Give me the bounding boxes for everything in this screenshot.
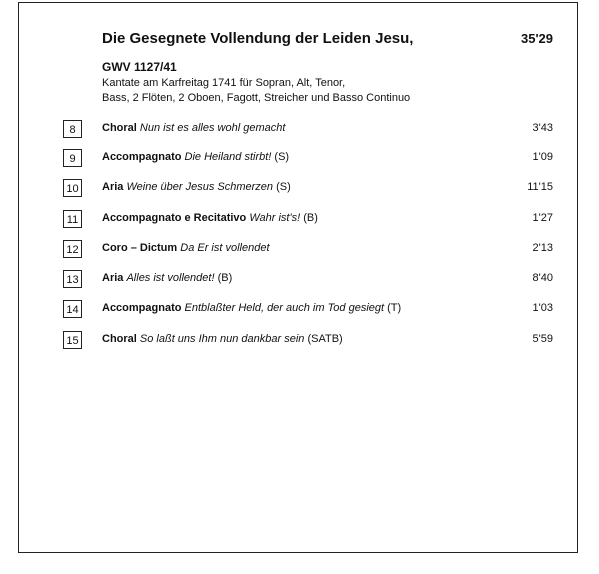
- track-title: Wahr ist's!: [249, 212, 301, 224]
- track-row: [63, 149, 553, 169]
- track-form: Aria: [102, 181, 124, 193]
- track-form: Accompagnato: [102, 151, 182, 163]
- track-text: [102, 212, 318, 224]
- track-title: Weine über Jesus Schmerzen: [126, 181, 274, 193]
- track-duration: 8'40: [532, 272, 553, 284]
- track-text: [102, 122, 285, 134]
- track-form: Coro – Dictum: [102, 242, 178, 254]
- track-duration: 3'43: [532, 122, 553, 134]
- track-text: [102, 181, 291, 193]
- track-duration: 5'59: [532, 333, 553, 345]
- description-line-1: Kantate am Karfreitag 1741 für Sopran, Alt, Tenor,: [102, 77, 346, 89]
- track-row: [63, 179, 553, 199]
- track-form: Accompagnato: [102, 302, 182, 314]
- track-form: Choral: [102, 333, 137, 345]
- track-number: 14: [63, 300, 82, 318]
- track-title: Alles ist vollendet!: [126, 272, 215, 284]
- track-duration: 2'13: [532, 242, 553, 254]
- track-form: Accompagnato e Recitativo: [102, 212, 247, 224]
- track-duration: 11'15: [527, 181, 553, 193]
- track-duration: 1'27: [532, 212, 553, 224]
- track-title: So laßt uns Ihm nun dankbar sein: [139, 333, 305, 345]
- track-number: 13: [63, 270, 82, 288]
- track-text: [102, 242, 270, 254]
- track-form: Aria: [102, 272, 124, 284]
- track-voice: (T): [387, 302, 402, 314]
- track-row: [63, 270, 553, 290]
- track-text: [102, 272, 232, 284]
- track-number: 10: [63, 179, 82, 197]
- track-row: [63, 210, 553, 230]
- track-title: Entblaßter Held, der auch im Tod gesiegt: [184, 302, 385, 314]
- track-voice: (SATB): [307, 333, 343, 345]
- track-voice: (B): [303, 212, 318, 224]
- track-row: [63, 331, 553, 351]
- track-title: Nun ist es alles wohl gemacht: [139, 122, 286, 134]
- work-description: [102, 76, 410, 106]
- work-title: Die Gesegnete Vollendung der Leiden Jesu,: [102, 30, 414, 47]
- track-text: [102, 333, 343, 345]
- catalog-number: GWV 1127/41: [102, 60, 177, 74]
- track-row: [63, 120, 553, 140]
- track-duration: 1'03: [532, 302, 553, 314]
- track-voice: (S): [276, 181, 291, 193]
- track-number: 11: [63, 210, 82, 228]
- track-number: 12: [63, 240, 82, 258]
- track-duration: 1'09: [532, 151, 553, 163]
- track-number: 8: [63, 120, 82, 138]
- track-voice: (B): [217, 272, 233, 284]
- description-line-2: Bass, 2 Flöten, 2 Oboen, Fagott, Streicher und Basso Continuo: [102, 92, 411, 104]
- track-text: [102, 151, 289, 163]
- track-row: [63, 300, 553, 320]
- track-form: Choral: [102, 122, 137, 134]
- track-number: 9: [63, 149, 82, 167]
- track-voice: (S): [274, 151, 290, 163]
- track-title: Die Heiland stirbt!: [184, 151, 272, 163]
- track-row: [63, 240, 553, 260]
- work-total-time: 35'29: [520, 31, 553, 46]
- track-title: Da Er ist vollendet: [180, 242, 270, 254]
- track-text: [102, 302, 401, 314]
- track-number: 15: [63, 331, 82, 349]
